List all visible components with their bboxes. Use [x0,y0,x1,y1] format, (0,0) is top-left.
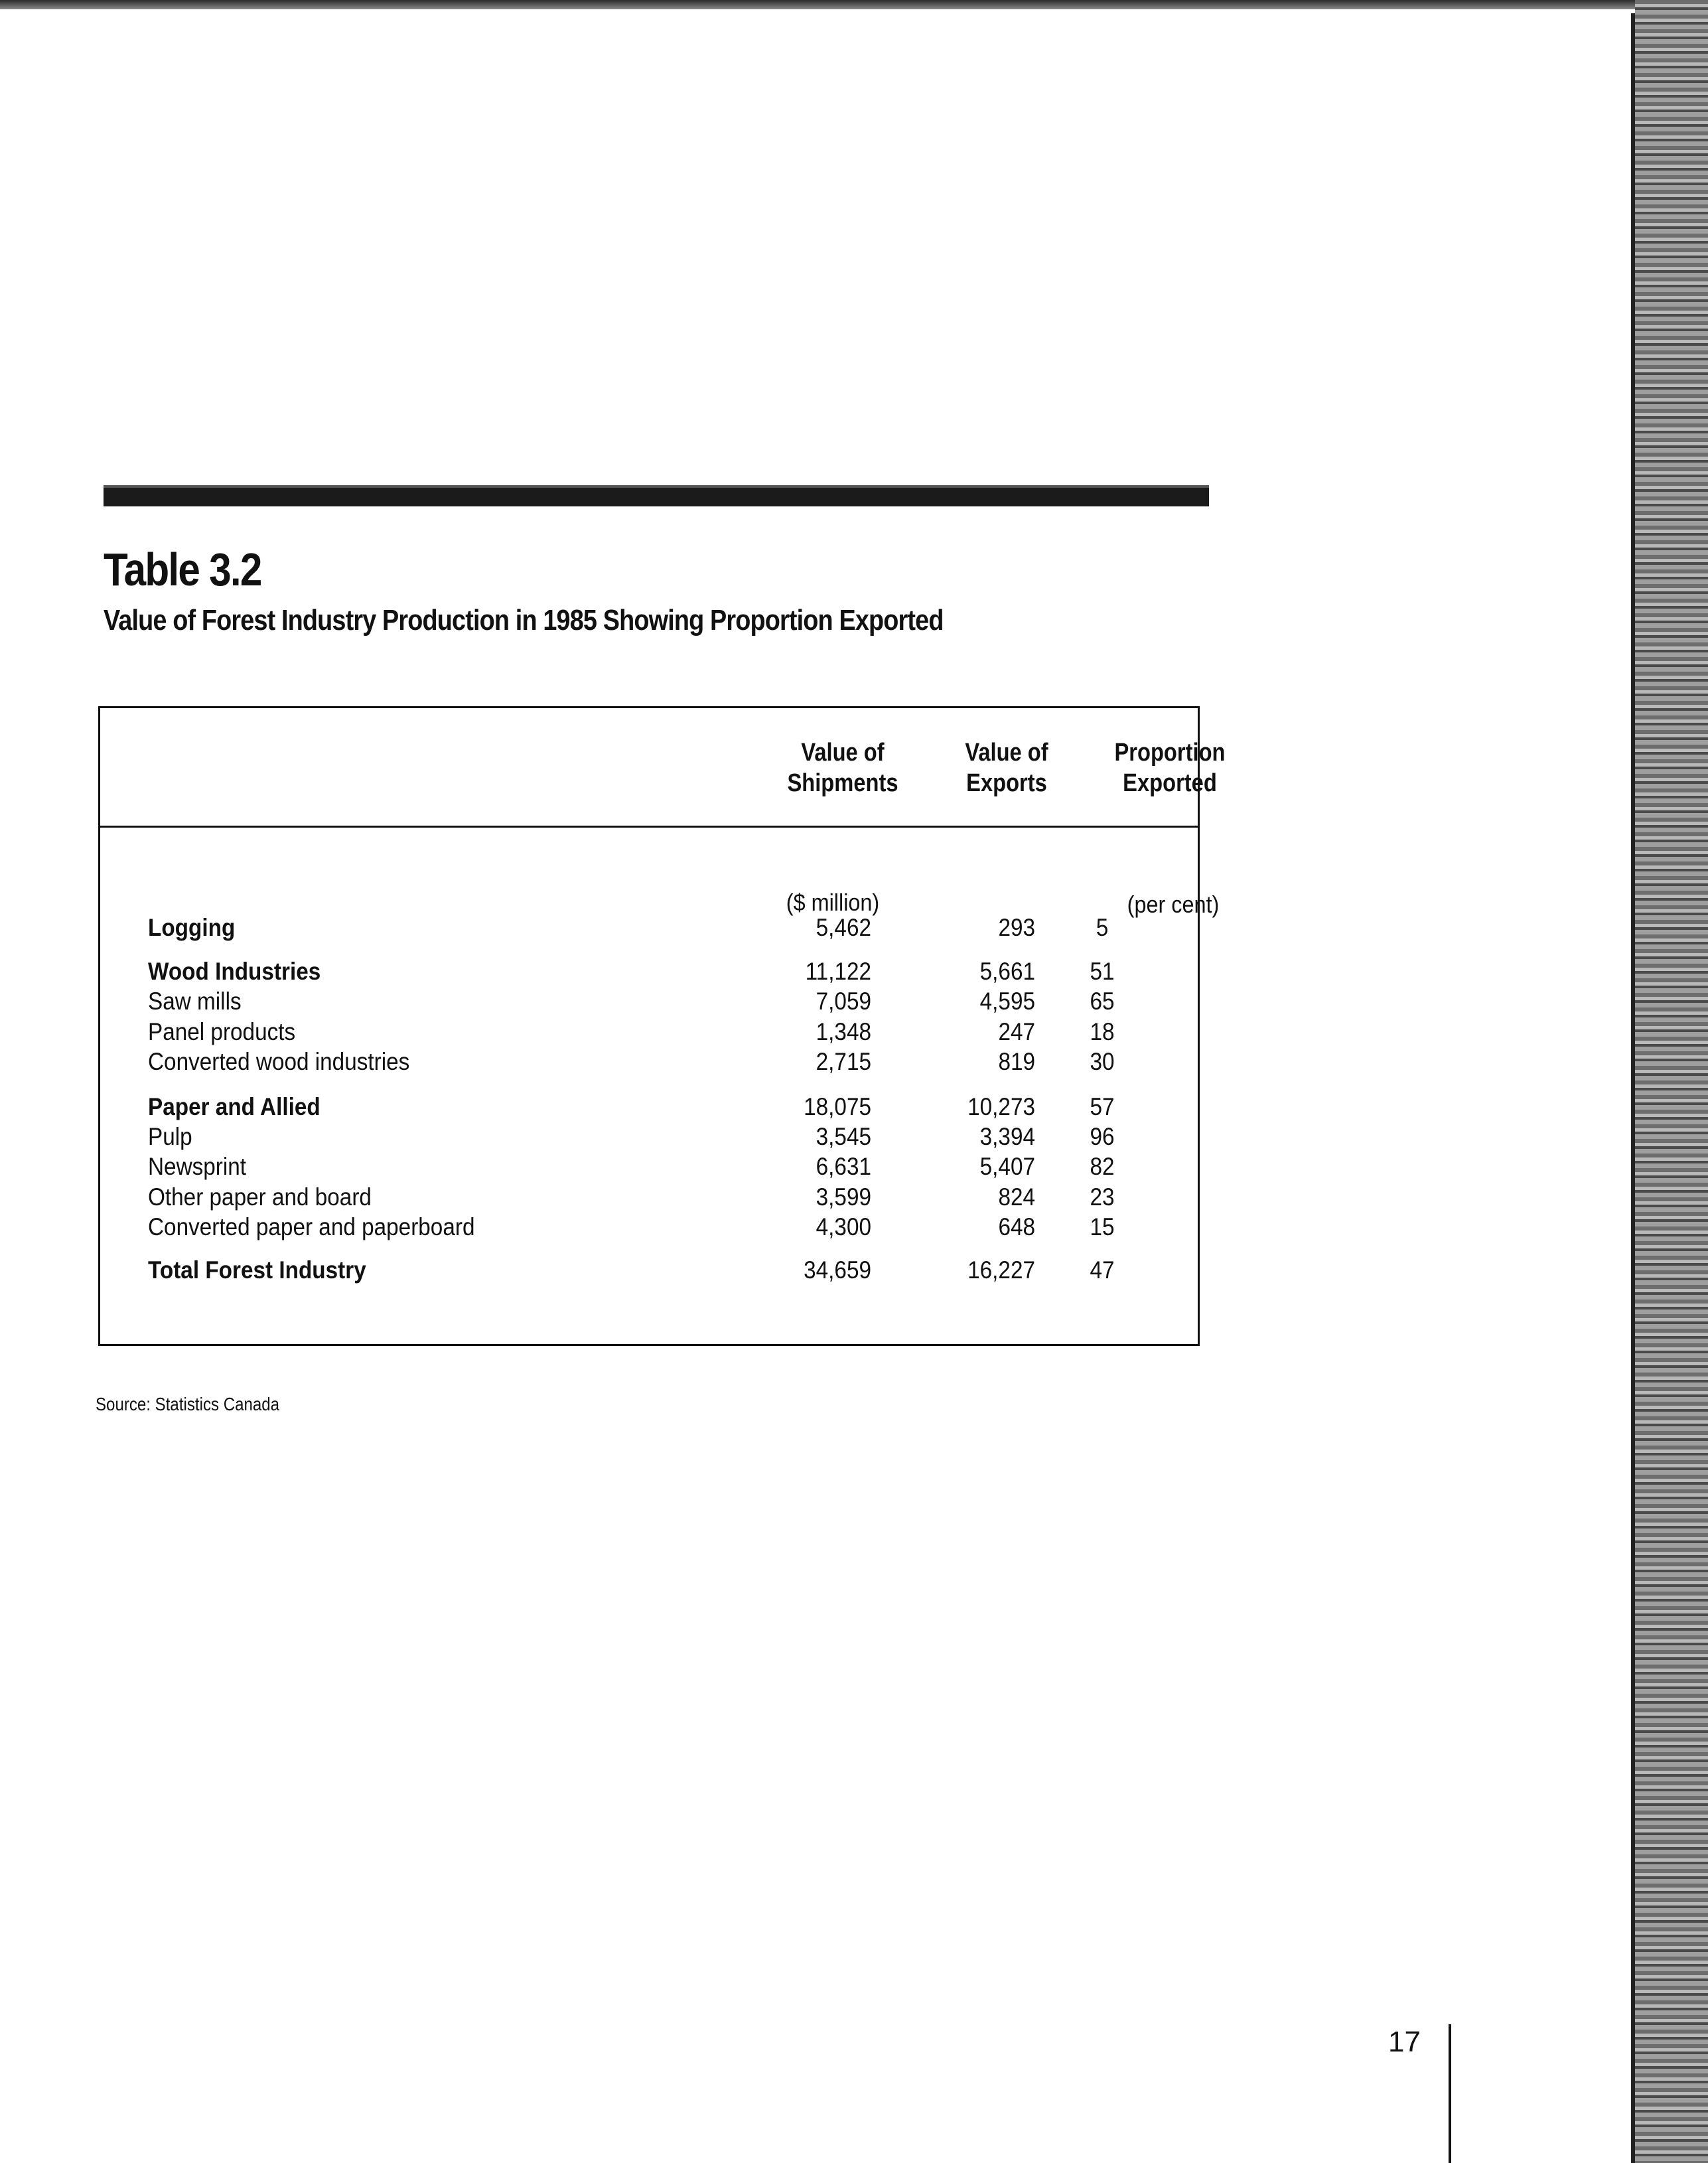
cell-shipments: 5,462 [816,914,871,941]
data-table [98,706,1226,1346]
cell-exports: 819 [998,1048,1035,1075]
cell-exports: 824 [998,1183,1035,1211]
table-label: Table 3.2 [104,544,261,595]
table-row-total [100,1256,1198,1287]
cell-shipments: 34,659 [804,1256,871,1284]
cell-proportion: 18 [1090,1018,1115,1045]
cell-exports: 5,661 [979,958,1035,985]
cell-exports: 5,407 [979,1153,1035,1180]
row-label: Newsprint [148,1153,247,1180]
unit-money: ($ million) [786,889,880,916]
scan-right-edge [1635,0,1708,2163]
cell-exports: 247 [998,1018,1035,1045]
cell-shipments: 3,545 [816,1123,871,1150]
column-header-proportion: Proportion Exported [1114,739,1226,797]
table-row [100,1093,1198,1124]
row-label: Total Forest Industry [148,1256,366,1284]
table-row [100,1213,1198,1244]
cell-shipments: 7,059 [816,988,871,1015]
cell-shipments: 3,599 [816,1183,871,1211]
page-number: 17 [1388,2026,1421,2058]
table-title: Value of Forest Industry Production in 1985 Showing Proportion Exported [104,604,944,636]
row-label: Logging [148,914,236,941]
page-number-rule [1449,2024,1451,2163]
cell-proportion: 96 [1090,1123,1115,1150]
cell-exports: 4,595 [979,988,1035,1015]
table-row [100,914,1198,944]
cell-proportion: 65 [1090,988,1115,1015]
row-label: Pulp [148,1123,192,1150]
cell-shipments: 11,122 [805,958,871,985]
cell-proportion: 47 [1090,1256,1115,1284]
cell-proportion: 15 [1090,1213,1115,1240]
cell-exports: 16,227 [967,1256,1035,1284]
cell-proportion: 51 [1090,958,1115,985]
table-row [100,1048,1198,1079]
cell-exports: 3,394 [979,1123,1035,1150]
cell-exports: 293 [998,914,1035,941]
table-header-rule [104,485,1209,506]
table-row [100,1183,1198,1214]
row-label: Panel products [148,1018,296,1045]
row-label: Converted paper and paperboard [148,1213,475,1240]
column-header-shipments: Value of Shipments [787,739,898,797]
cell-proportion: 23 [1090,1183,1115,1211]
table-row [100,1153,1198,1183]
unit-percent: (per cent) [1127,891,1220,918]
table-row [100,988,1198,1018]
page-binding-edge [1631,13,1635,2163]
column-header-divider [100,826,1198,828]
cell-proportion: 57 [1090,1093,1115,1120]
row-label: Paper and Allied [148,1093,320,1120]
cell-exports: 648 [998,1213,1035,1240]
scan-top-edge [0,0,1672,9]
table-source: Source: Statistics Canada [96,1394,280,1414]
table-row [100,1018,1198,1049]
table-row [100,958,1198,988]
cell-proportion: 82 [1090,1153,1115,1180]
table-row [100,1123,1198,1154]
row-label: Other paper and board [148,1183,372,1211]
cell-proportion: 5 [1096,914,1109,941]
cell-exports: 10,273 [967,1093,1035,1120]
row-label: Saw mills [148,988,242,1015]
row-label: Wood Industries [148,958,321,985]
cell-shipments: 18,075 [804,1093,871,1120]
cell-shipments: 1,348 [816,1018,871,1045]
row-label: Converted wood industries [148,1048,410,1075]
column-header-exports: Value of Exports [965,739,1048,797]
cell-shipments: 2,715 [816,1048,871,1075]
cell-shipments: 4,300 [816,1213,871,1240]
cell-shipments: 6,631 [816,1153,871,1180]
cell-proportion: 30 [1090,1048,1115,1075]
